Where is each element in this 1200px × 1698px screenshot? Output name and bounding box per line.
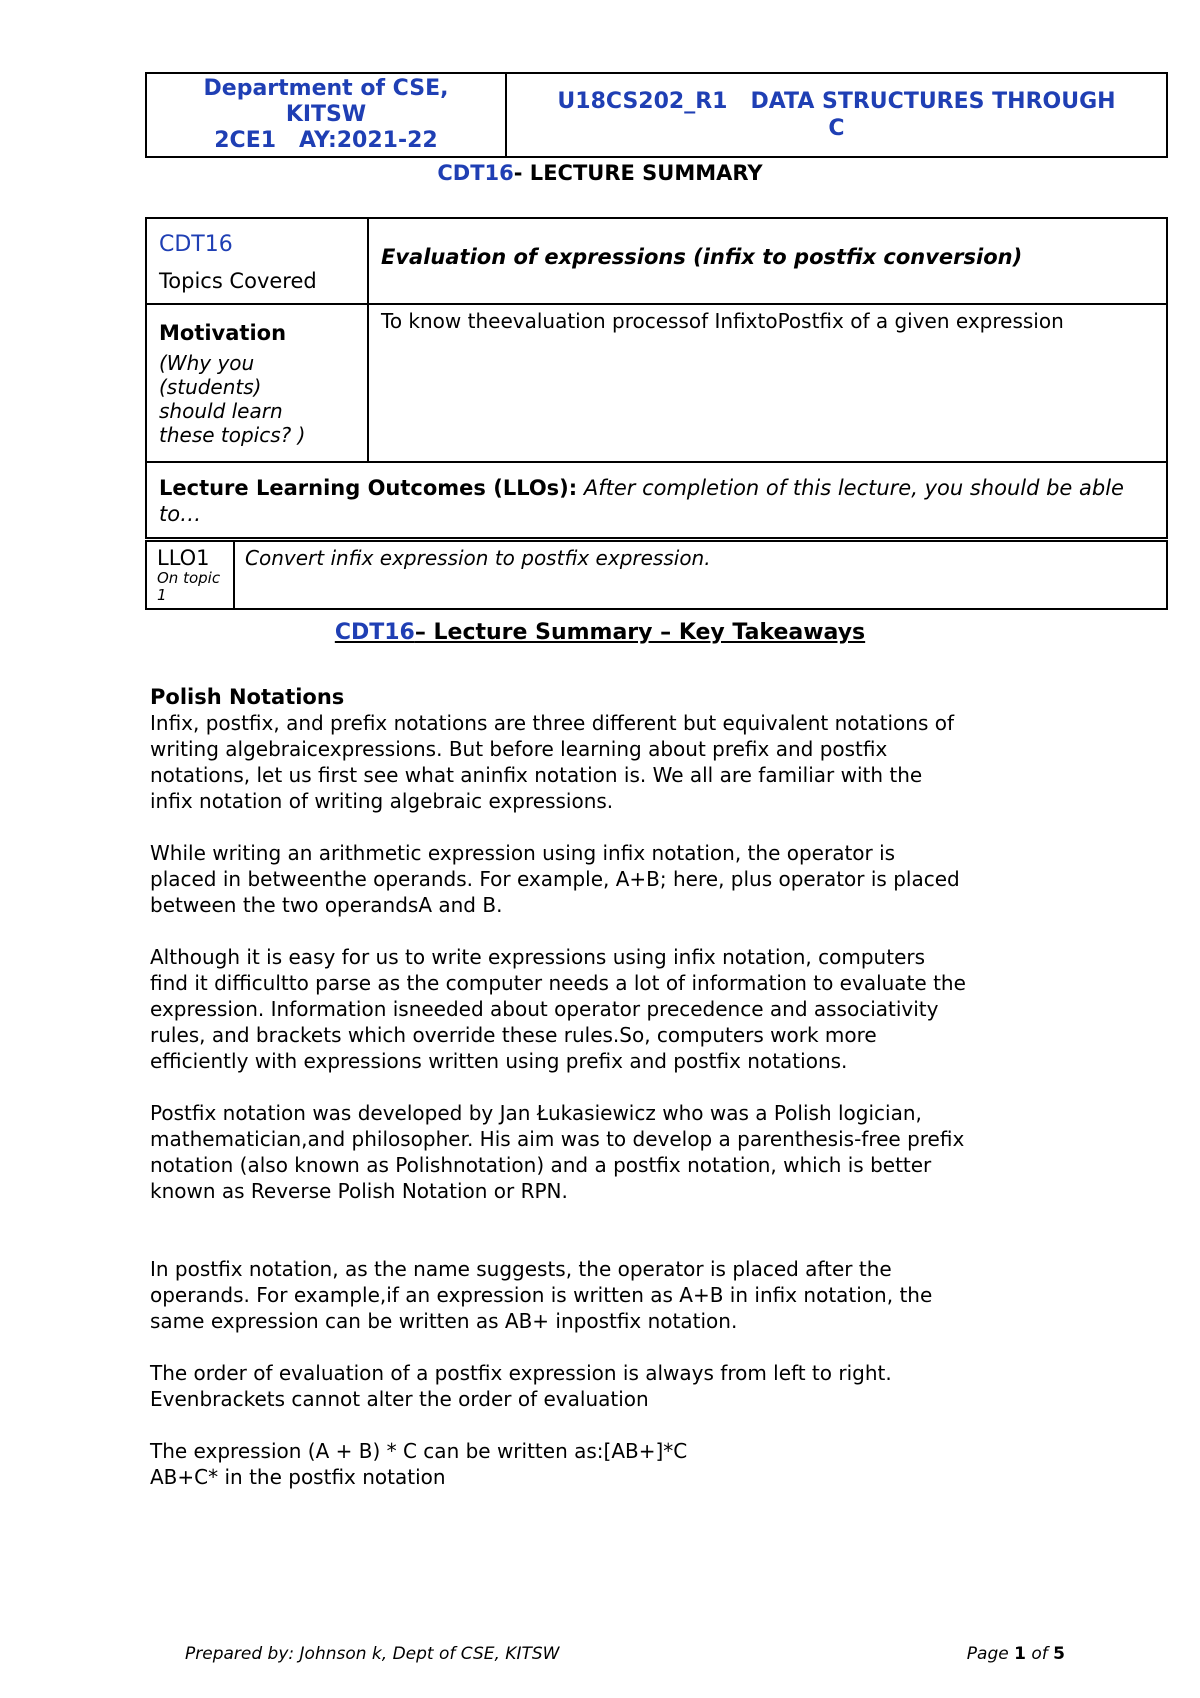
motivation-sub-line: (students) (159, 375, 262, 399)
text-line: Although it is easy for us to write expressions using infix notation, computers (150, 945, 926, 969)
motivation-text-cell (368, 304, 1167, 462)
text-line: The expression (A + B) * C can be written as:[AB+]*C (150, 1439, 688, 1463)
motivation-subtitle (159, 351, 357, 447)
llo-cell (146, 462, 1167, 538)
text-line: rules, and brackets which override these rules.So, computers work more (150, 1023, 877, 1047)
paragraph-example (150, 1438, 1110, 1490)
text-line: mathematician,and philosopher. His aim was to develop a parenthesis-free prefix (150, 1127, 965, 1151)
takeaways-title-text: – Lecture Summary – Key Takeaways (414, 620, 866, 645)
text-line: notation (also known as Polishnotation) and a postfix notation, which is better (150, 1153, 932, 1177)
topics-row (146, 218, 1167, 304)
paragraph-computers (150, 944, 1110, 1074)
text-line: Infix, postfix, and prefix notations are three different but equivalent notations of (150, 711, 954, 735)
llo1-label: LLO1 (157, 546, 210, 570)
text-line: AB+C* in the postfix notation (150, 1465, 446, 1489)
motivation-row (146, 304, 1167, 462)
takeaways-code: CDT16 (334, 620, 415, 645)
text-line: infix notation of writing algebraic expressions. (150, 789, 614, 813)
motivation-sub-line: (Why you (159, 351, 255, 375)
topic-title-cell (368, 218, 1167, 304)
text-line: known as Reverse Polish Notation or RPN. (150, 1179, 568, 1203)
text-line: between the two operandsA and B. (150, 893, 503, 917)
text-line: same expression can be written as AB+ inpostfix notation. (150, 1309, 738, 1333)
course-title: U18CS202_R1 DATA STRUCTURES THROUGH (557, 89, 1116, 114)
text-line: placed in betweenthe operands. For example, A+B; here, plus operator is placed (150, 867, 960, 891)
paragraph-postfix (150, 1256, 1110, 1334)
topics-cell (146, 218, 368, 304)
department-cell (147, 74, 507, 156)
section-heading: Polish Notations (150, 685, 345, 709)
llo-label: Lecture Learning Outcomes (LLOs): (159, 476, 578, 500)
text-line: efficiently with expressions written using prefix and postfix notations. (150, 1049, 848, 1073)
page-of: of (1025, 1644, 1054, 1664)
page-footer (185, 1644, 1065, 1664)
llo-description: After completion of this lecture, you should be able to… (159, 476, 1124, 526)
text-line: operands. For example,if an expression is written as A+B in infix notation, the (150, 1283, 933, 1307)
summary-body (150, 684, 1110, 1516)
lecture-table (145, 217, 1168, 539)
course-title-cont: C (828, 116, 845, 141)
motivation-sub-line: these topics? ) (159, 423, 306, 447)
header-box (145, 72, 1168, 158)
llo-row (146, 462, 1167, 538)
motivation-text: To know theevaluation processof InfixtoPostfix of a given expression (381, 309, 1064, 333)
lecture-summary-title (0, 161, 1200, 185)
page-total: 5 (1053, 1644, 1065, 1664)
prepared-by: Prepared by: Johnson k, Dept of CSE, KITSW (185, 1644, 560, 1664)
text-line: In postfix notation, as the name suggests, the operator is placed after the (150, 1257, 892, 1281)
cdt-code: CDT16 (159, 232, 233, 257)
text-line: While writing an arithmetic expression using infix notation, the operator is (150, 841, 896, 865)
motivation-sub-line: should learn (159, 399, 283, 423)
motivation-label: Motivation (159, 321, 287, 345)
text-line: expression. Information isneeded about operator precedence and associativity (150, 997, 939, 1021)
page-label: Page (966, 1644, 1015, 1664)
summary-code: CDT16 (437, 161, 514, 185)
text-line: Evenbrackets cannot alter the order of evaluation (150, 1387, 649, 1411)
page-number (967, 1644, 1065, 1664)
paragraph-order (150, 1360, 1110, 1412)
text-line: The order of evaluation of a postfix expression is always from left to right. (150, 1361, 892, 1385)
dept-year: 2CE1 AY:2021-22 (214, 128, 438, 153)
paragraph-infix-intro (150, 710, 1110, 814)
text-line: notations, let us first see what aninfix notation is. We all are familiar with the (150, 763, 923, 787)
llo1-row (146, 541, 1167, 609)
topics-label: Topics Covered (159, 269, 317, 293)
dept-institute: KITSW (285, 102, 367, 127)
llo1-table (145, 540, 1168, 610)
llo1-label-cell (146, 541, 234, 609)
key-takeaways-title (0, 620, 1200, 645)
llo1-topic: On topic (157, 569, 221, 587)
text-line: writing algebraicexpressions. But before learning about prefix and postfix (150, 737, 888, 761)
text-line: Postfix notation was developed by Jan Łukasiewicz who was a Polish logician, (150, 1101, 922, 1125)
paragraph-lukasiewicz (150, 1100, 1110, 1204)
topic-title: Evaluation of expressions (infix to postfix conversion) (381, 245, 1023, 269)
paragraph-infix-operator (150, 840, 1110, 918)
motivation-cell (146, 304, 368, 462)
text-line: find it difficultto parse as the computer needs a lot of information to evaluate the (150, 971, 966, 995)
page-current: 1 (1014, 1644, 1026, 1664)
llo1-text: Convert infix expression to postfix expression. (234, 541, 1167, 609)
summary-title-text: - LECTURE SUMMARY (513, 161, 763, 185)
course-cell (507, 74, 1166, 156)
llo1-topic-num: 1 (157, 586, 167, 604)
dept-name: Department of CSE, (203, 76, 449, 101)
